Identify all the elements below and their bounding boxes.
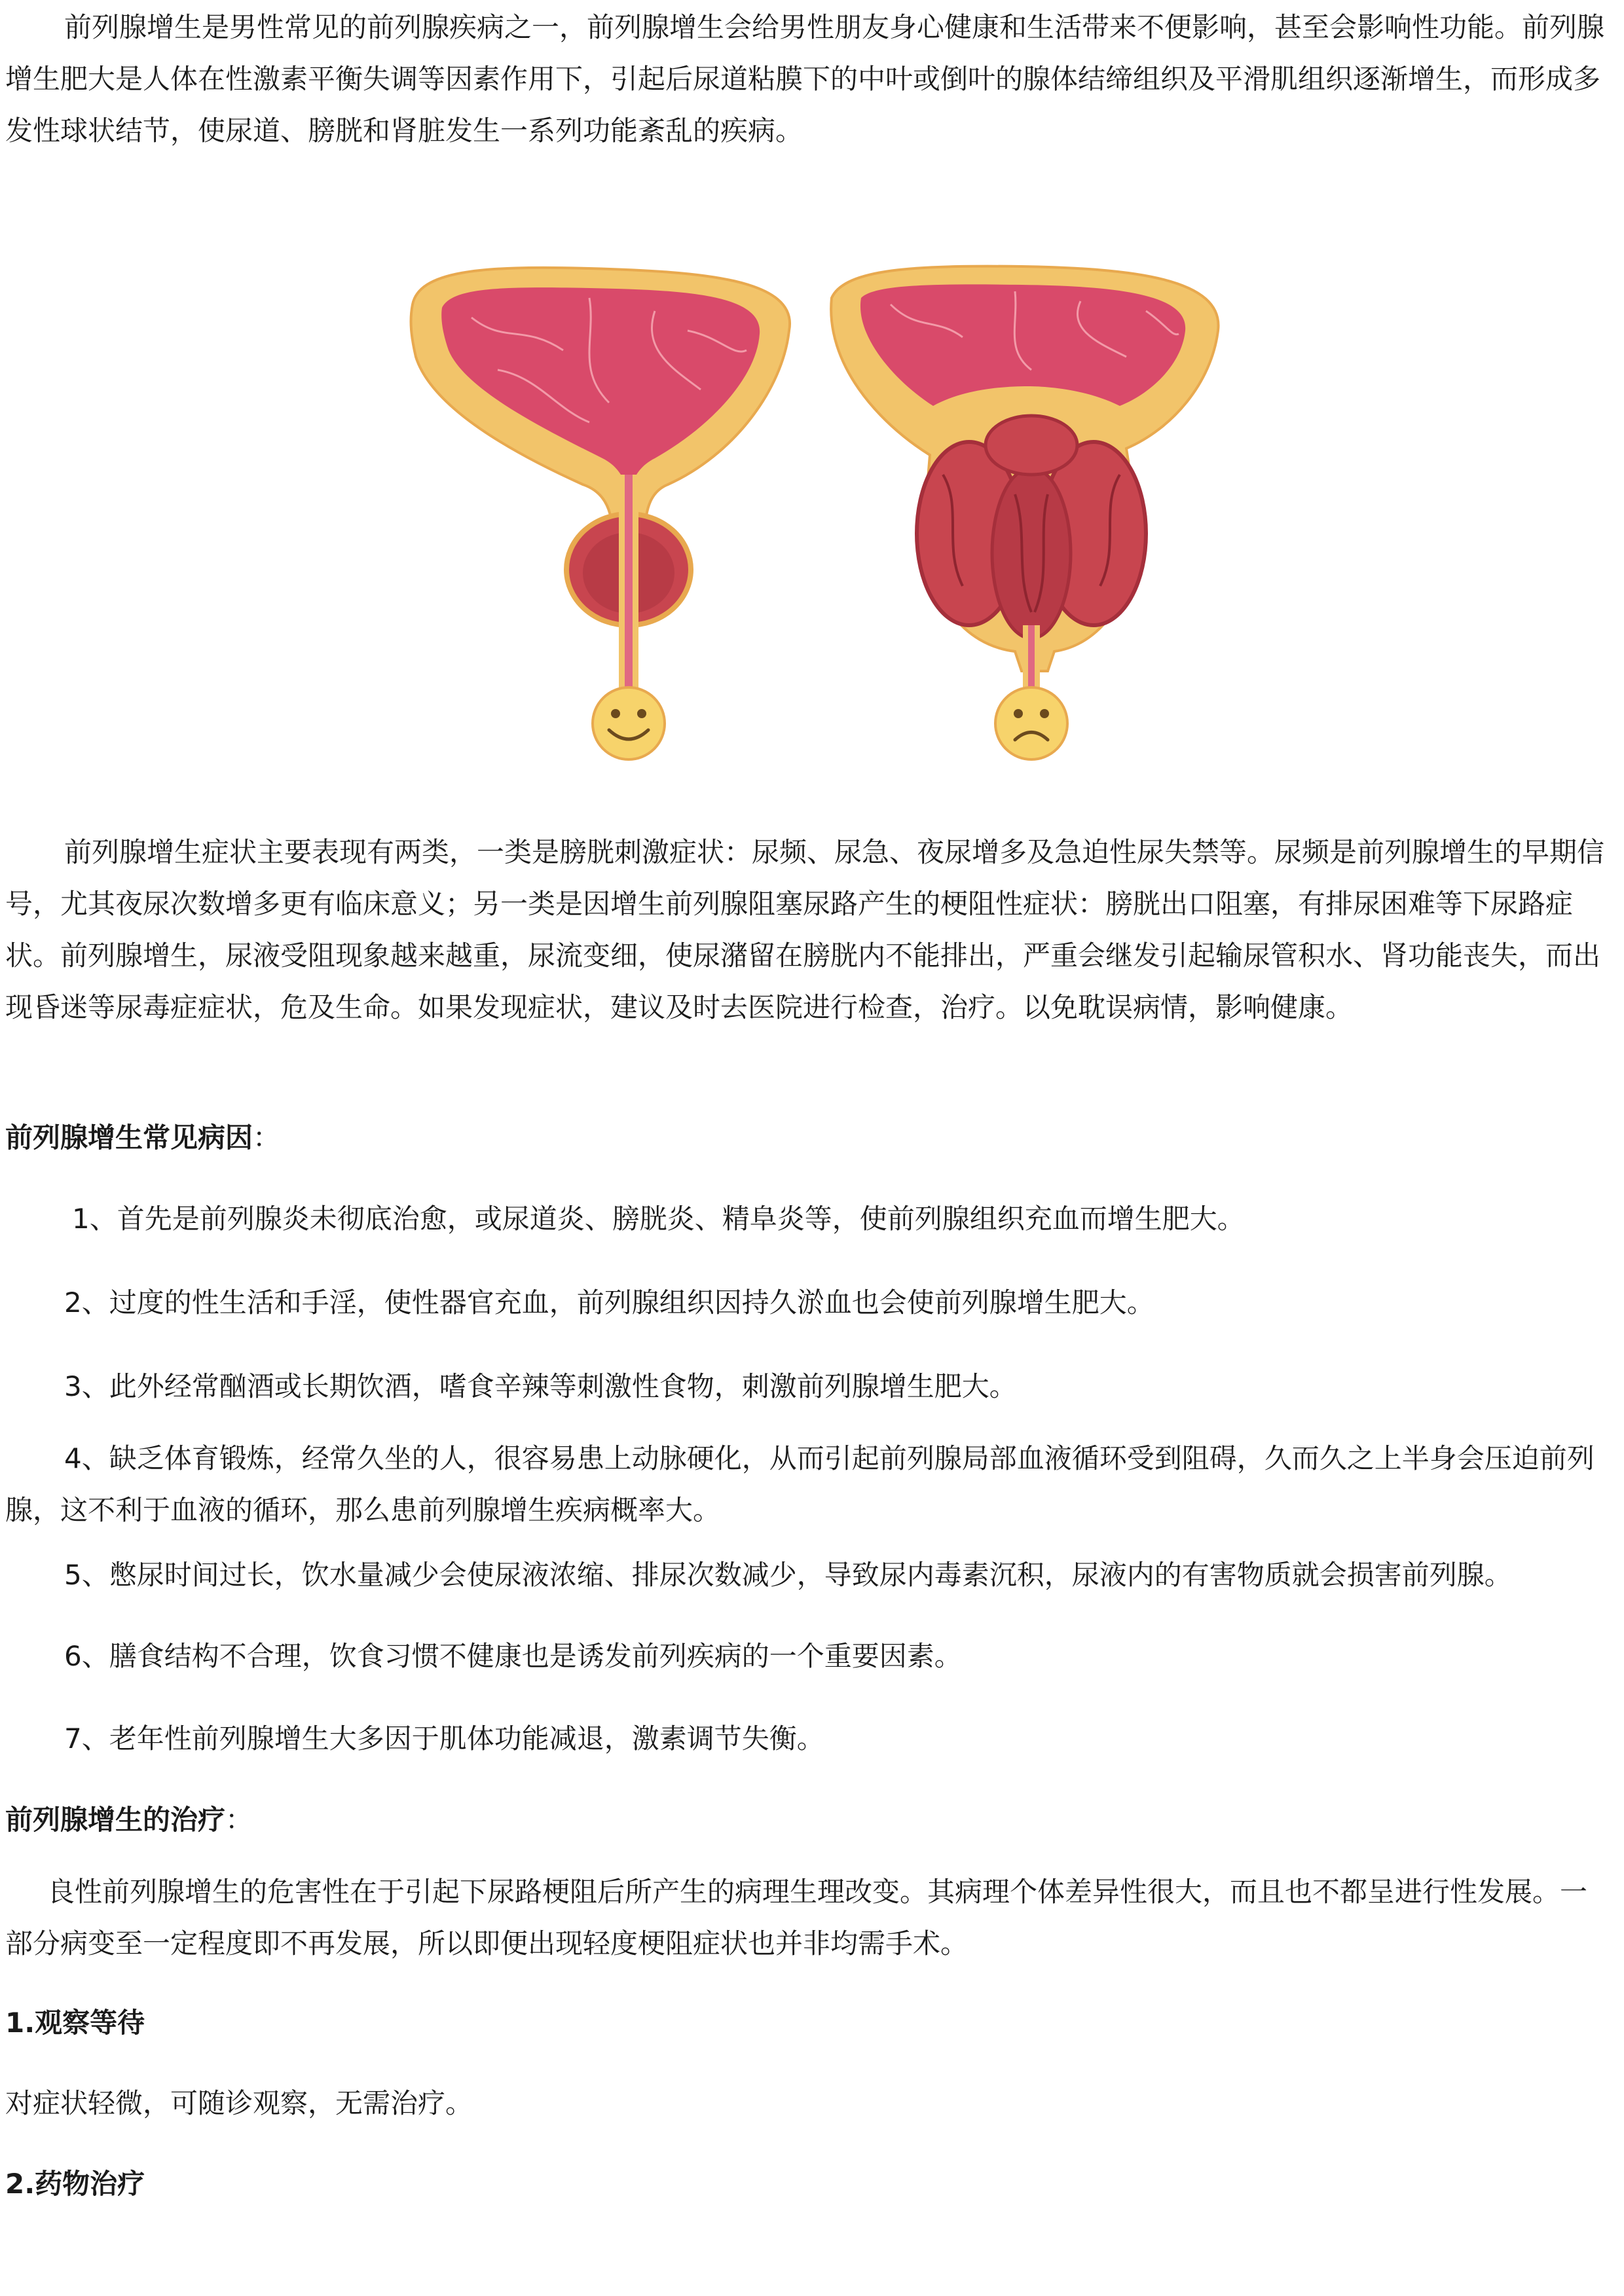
normal-prostate-diagram [411, 268, 790, 759]
drug-heading: 2.药物治疗 [5, 2168, 145, 2200]
smiling-face-icon [593, 687, 665, 759]
prostate-comparison-illustration [393, 259, 1244, 782]
smiling-face-left-eye [611, 709, 620, 718]
smiling-face-right-eye [637, 709, 646, 718]
enlarged-prostate-diagram [831, 266, 1218, 759]
causes-heading [5, 1118, 280, 1157]
symptoms-paragraph: 前列腺增生症状主要表现有两类，一类是膀胱刺激症状：尿频、尿急、夜尿增多及急迫性尿失禁等。尿频是前列腺增生的早期信号，尤其夜尿次数增多更有临床意义；另一类是因增生前列腺阻塞尿路产生的梗阻性症状：膀胱出口阻塞，有排尿困难等下尿路症状。前列腺增生，尿液受阻现象越来越重，尿流变细，使尿潴留在膀胱内不能排出，严重会继发引起输尿管积水、肾功能丧失，而出现昏迷等尿毒症症状，危及生命。如果发现症状，建议及时去医院进行检查，治疗。以免耽误病情，影响健康。 [5, 836, 1605, 1023]
cause-item-6: 6、膳食结构不合理，饮食习惯不健康也是诱发前列疾病的一个重要因素。 [64, 1640, 962, 1672]
causes-heading-colon: ： [253, 1121, 281, 1154]
cause-item-4: 4、缺乏体育锻炼，经常久坐的人，很容易患上动脉硬化，从而引起前列腺局部血液循环受到阻碍，久而久之上半身会压迫前列腺，这不利于血液的循环，那么患前列腺增生疾病概率大。 [5, 1442, 1595, 1526]
causes-heading-text: 前列腺增生常见病因 [5, 1121, 253, 1154]
cause-item-7: 7、老年性前列腺增生大多因于肌体功能减退，激素调节失衡。 [64, 1722, 824, 1755]
treatment-paragraph: 良性前列腺增生的危害性在于引起下尿路梗阻后所产生的病理生理改变。其病理个体差异性很大，而且也不都呈进行性发展。一部分病变至一定程度即不再发展，所以即便出现轻度梗阻症状也并非均需手术。 [5, 1876, 1588, 1959]
cause-item-1: 1、首先是前列腺炎未彻底治愈，或尿道炎、膀胱炎、精阜炎等，使前列腺组织充血而增生肥大。 [72, 1203, 1245, 1235]
cause-item-3: 3、此外经常酗酒或长期饮酒，嗜食辛辣等刺激性食物，刺激前列腺增生肥大。 [64, 1370, 1017, 1402]
sad-face-left-eye [1014, 709, 1023, 718]
treatment-heading-colon: ： [225, 1804, 253, 1836]
observe-text: 对症状轻微，可随诊观察，无需治疗。 [5, 2087, 473, 2119]
treatment-heading-text: 前列腺增生的治疗 [5, 1804, 226, 1836]
sad-face-right-eye [1040, 709, 1049, 718]
treatment-heading [5, 1800, 253, 1840]
sad-face-icon [995, 687, 1067, 759]
enlarged-gland-lobe-middle [992, 468, 1071, 638]
cause-item-2: 2、过度的性生活和手淫，使性器官充血，前列腺组织因持久淤血也会使前列腺增生肥大。 [64, 1286, 1154, 1319]
normal-urethra-lumen [625, 475, 633, 697]
intro-paragraph: 前列腺增生是男性常见的前列腺疾病之一，前列腺增生会给男性朋友身心健康和生活带来不便影响，甚至会影响性功能。前列腺增生肥大是人体在性激素平衡失调等因素作用下，引起后尿道粘膜下的中叶或倒叶的腺体结缔组织及平滑肌组织逐渐增生，而形成多发性球状结节，使尿道、膀胱和肾脏发生一系列功能紊乱的疾病。 [5, 11, 1605, 147]
enlarged-gland-lobe-top [986, 416, 1077, 475]
cause-item-5: 5、憋尿时间过长，饮水量减少会使尿液浓缩、排尿次数减少，导致尿内毒素沉积，尿液内的有害物质就会损害前列腺。 [64, 1559, 1512, 1591]
observe-heading: 1.观察等待 [5, 2007, 145, 2039]
